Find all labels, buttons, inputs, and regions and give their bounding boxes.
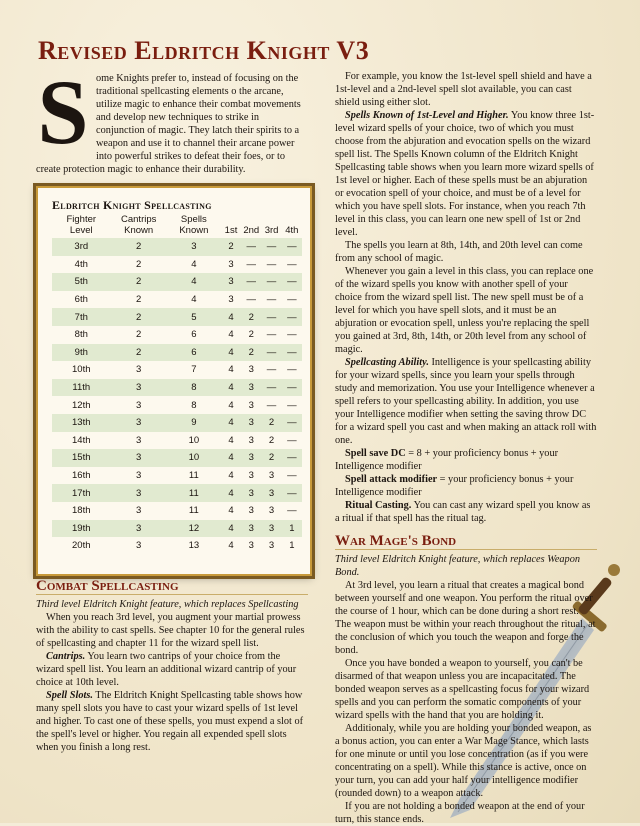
cell-slot-4th: — bbox=[287, 399, 297, 411]
cell-level: 19th bbox=[52, 520, 111, 538]
attack-mod-paragraph bbox=[335, 473, 597, 499]
cell-spells: 11 bbox=[167, 484, 221, 502]
table-row bbox=[52, 414, 302, 432]
cell-slot-3rd: — bbox=[266, 364, 277, 376]
table-title: Eldritch Knight Spellcasting bbox=[52, 198, 212, 212]
cell-slot-1st: 4 bbox=[221, 520, 241, 538]
bond-p3: Additionaly, while you are holding your bonded weapon, as a bonus action, you can enter a War Mage Stance, which lasts for one minute or until you lose concentration (as if you were concentrating on a spell). While this stance is active, once on your turn, you can add your half your intelligence modifier (rounded down) to a weapon attack. bbox=[335, 723, 592, 799]
table-row bbox=[52, 484, 302, 502]
cell-slot-1st: 3 bbox=[228, 294, 234, 306]
attack-mod-label: Spell attack modifier bbox=[345, 474, 438, 485]
right-column bbox=[335, 70, 597, 826]
cell-slot-1st: 4 bbox=[221, 414, 241, 432]
cell-slot-4th: — bbox=[287, 294, 297, 306]
cell-slot-3rd: — bbox=[261, 273, 281, 291]
header-2nd: 2nd bbox=[243, 225, 260, 236]
header-fighter-level bbox=[52, 214, 111, 238]
cell-slot-2nd: 3 bbox=[248, 399, 254, 411]
cell-slot-4th: — bbox=[282, 414, 302, 432]
combat-section bbox=[36, 580, 308, 754]
table-row bbox=[52, 291, 302, 309]
table-row bbox=[52, 520, 302, 538]
cell-level: 20th bbox=[72, 540, 91, 552]
table-row bbox=[52, 537, 302, 555]
cantrips-text: You learn two cantrips of your choice from the wizard spell list. You learn an additional wizard cantrip of your choice at 10th level. bbox=[36, 651, 297, 688]
cell-spells: 6 bbox=[167, 344, 221, 362]
cell-spells: 4 bbox=[167, 273, 221, 291]
cell-spells: 8 bbox=[191, 399, 197, 411]
example-paragraph: For example, you know the 1st-level spell shield and have a 1st-level and a 2nd-level spell slot available, you can cast shield using either slot. bbox=[335, 71, 592, 108]
cell-slot-4th: — bbox=[287, 470, 297, 482]
cell-slot-3rd: — bbox=[261, 238, 281, 256]
cell-slot-1st: 4 bbox=[221, 449, 241, 467]
cell-slot-1st: 4 bbox=[228, 364, 234, 376]
cell-slot-3rd: 2 bbox=[268, 434, 275, 446]
table-row bbox=[52, 449, 302, 467]
cell-cantrips: 2 bbox=[136, 258, 142, 270]
cell-slot-3rd: — bbox=[261, 379, 281, 397]
cell-cantrips: 3 bbox=[136, 364, 142, 376]
bond-p1: At 3rd level, you learn a ritual that creates a magical bond between yourself and one weapon. You perform the ritual over the course of 1 hour, which can be done during a short rest. The weapon must be within your reach throughout the ritual, at the conclusion of which you touch the weapon and forge the bond. bbox=[335, 580, 596, 656]
cell-level: 4th bbox=[74, 258, 88, 270]
header-line: Cantrips bbox=[121, 214, 157, 225]
table-row bbox=[52, 361, 302, 379]
cell-cantrips: 3 bbox=[136, 540, 142, 552]
combat-p1: When you reach 3rd level, you augment your martial prowess with the ability to cast spells. See chapter 10 for the general rules of spellcasting and chapter 11 for the wizard spell list. bbox=[36, 612, 305, 649]
cell-slot-2nd: — bbox=[246, 294, 257, 306]
cell-slot-2nd: 3 bbox=[248, 505, 254, 517]
cell-spells: 11 bbox=[188, 470, 199, 482]
bond-p4: If you are not holding a bonded weapon at the end of your turn, this stance ends. bbox=[335, 801, 585, 825]
cell-slot-4th: — bbox=[287, 258, 297, 270]
page-title: Revised Eldritch Knight V3 bbox=[38, 36, 370, 65]
table-row bbox=[52, 396, 302, 414]
save-dc-label: Spell save DC bbox=[345, 448, 406, 459]
cell-slot-3rd: — bbox=[266, 329, 277, 341]
cell-slot-4th: — bbox=[287, 505, 297, 517]
cell-level: 3rd bbox=[52, 238, 111, 256]
cell-level: 10th bbox=[72, 364, 91, 376]
table-row bbox=[52, 308, 302, 326]
cell-slot-4th: — bbox=[287, 329, 297, 341]
cell-spells: 7 bbox=[191, 364, 197, 376]
cell-slot-2nd: 3 bbox=[248, 470, 254, 482]
cell-slot-4th: — bbox=[282, 308, 302, 326]
drop-cap: S bbox=[37, 61, 89, 163]
ability-paragraph bbox=[335, 356, 597, 447]
cell-slot-1st: 4 bbox=[228, 329, 234, 341]
table-row bbox=[52, 273, 302, 291]
cell-level: 15th bbox=[52, 449, 111, 467]
cell-level: 5th bbox=[52, 273, 111, 291]
table-row bbox=[52, 467, 302, 485]
ritual-text: You can cast any wizard spell you know as a ritual if that spell has the ritual tag. bbox=[335, 500, 591, 524]
cell-cantrips: 2 bbox=[111, 238, 167, 256]
cell-slot-3rd: 2 bbox=[261, 449, 281, 467]
bond-p2: Once you have bonded a weapon to yourself, you can't be disarmed of that weapon unless you are incapacitated. The bonded weapon serves as a spellcasting focus for your wizard spells and you can perform the somatic components of your wizard spells with the hand that you are holding it. bbox=[335, 658, 590, 721]
cell-spells: 5 bbox=[167, 308, 221, 326]
cell-slot-3rd: 2 bbox=[261, 414, 281, 432]
cell-level: 9th bbox=[52, 344, 111, 362]
cell-spells: 3 bbox=[167, 238, 221, 256]
cell-slot-1st: 4 bbox=[221, 344, 241, 362]
cell-slot-3rd: — bbox=[266, 399, 277, 411]
spellcasting-table-card bbox=[36, 186, 312, 576]
cell-slot-3rd: — bbox=[266, 258, 277, 270]
intro-text: ome Knights prefer to, instead of focusing on the traditional spellcasting elements o the arcane, utilize magic to enhance their combat movements and develop new techniques to strike in conjunction of magic. They latch their spirits to a weapon and use it to channel their arcane power into powerful strikes to defeat their foes, or to create protection magic to enhance their durability. bbox=[36, 73, 301, 175]
cell-slot-1st: 4 bbox=[221, 484, 241, 502]
cell-spells: 11 bbox=[188, 505, 199, 517]
table-row bbox=[52, 502, 302, 520]
spellcasting-table bbox=[52, 214, 302, 555]
bond-subtitle: Third level Eldritch Knight feature, which replaces Weapon Bond. bbox=[335, 554, 580, 578]
header-1st: 1st bbox=[224, 225, 238, 236]
cell-level: 17th bbox=[52, 484, 111, 502]
cell-cantrips: 3 bbox=[111, 414, 167, 432]
table-row bbox=[52, 344, 302, 362]
cell-slot-2nd: 2 bbox=[241, 344, 261, 362]
spells-known-label: Spells Known of 1st-Level and Higher. bbox=[345, 110, 509, 121]
cell-slot-1st: 4 bbox=[228, 434, 234, 446]
slots-text: The Eldritch Knight Spellcasting table shows how many spell slots you have to cast your wizard spells of 1st level and higher. To cast one of these spells, you must expend a slot of the spell's level or higher. You regain all expended spell slots when you finish a long rest. bbox=[36, 690, 304, 753]
cell-spells: 12 bbox=[167, 520, 221, 538]
cell-cantrips: 3 bbox=[136, 470, 142, 482]
cell-cantrips: 2 bbox=[111, 344, 167, 362]
cell-slot-1st: 4 bbox=[228, 540, 234, 552]
table-row bbox=[52, 379, 302, 397]
table-body bbox=[52, 238, 302, 555]
cell-slot-1st: 2 bbox=[221, 238, 241, 256]
cell-cantrips: 2 bbox=[111, 273, 167, 291]
cantrips-paragraph bbox=[36, 650, 308, 689]
cell-slot-2nd: 3 bbox=[241, 520, 261, 538]
cell-slot-1st: 3 bbox=[221, 273, 241, 291]
save-dc-paragraph bbox=[335, 447, 597, 473]
cell-spells: 6 bbox=[191, 329, 197, 341]
combat-subtitle: Third level Eldritch Knight feature, which replaces Spellcasting bbox=[36, 599, 299, 610]
cell-spells: 10 bbox=[167, 449, 221, 467]
ritual-label: Ritual Casting. bbox=[345, 500, 412, 511]
replace-paragraph: Whenever you gain a level in this class, you can replace one of the wizard spells you know with another spell of your choice from the wizard spell list. The new spell must be of a level for which you have spell slots, and it must be an abjuration or evocation spell, unless you're replacing the spell you gained at 3rd, 8th, 14th, or 20th level from any school of magic. bbox=[335, 266, 594, 355]
cell-slot-1st: 3 bbox=[228, 258, 234, 270]
table-row bbox=[52, 256, 302, 274]
header-spells bbox=[167, 214, 221, 238]
cell-spells: 4 bbox=[191, 258, 197, 270]
cell-slot-3rd: 3 bbox=[268, 505, 275, 517]
cell-slot-2nd: 3 bbox=[248, 434, 254, 446]
cell-level: 12th bbox=[72, 399, 91, 411]
cell-slot-2nd: — bbox=[246, 258, 257, 270]
header-line: Level bbox=[69, 225, 93, 236]
cell-cantrips: 3 bbox=[111, 449, 167, 467]
ability-label: Spellcasting Ability. bbox=[345, 357, 429, 368]
cell-spells: 10 bbox=[188, 434, 200, 446]
cell-slot-4th: — bbox=[287, 434, 297, 446]
cantrips-label: Cantrips. bbox=[46, 651, 86, 662]
cell-slot-3rd: 3 bbox=[261, 520, 281, 538]
intro-section bbox=[36, 61, 308, 176]
cell-level: 8th bbox=[74, 329, 88, 341]
cell-spells: 9 bbox=[167, 414, 221, 432]
cell-slot-3rd: — bbox=[266, 294, 277, 306]
cell-slot-2nd: — bbox=[241, 273, 261, 291]
cell-level: 11th bbox=[52, 379, 111, 397]
save-dc-text: = 8 + your proficiency bonus + your Intelligence modifier bbox=[335, 448, 559, 472]
cell-cantrips: 2 bbox=[136, 329, 142, 341]
cell-cantrips: 3 bbox=[111, 379, 167, 397]
table-row bbox=[52, 238, 302, 256]
cell-slot-4th: — bbox=[282, 238, 302, 256]
cell-slot-4th: — bbox=[282, 484, 302, 502]
cell-slot-2nd: 2 bbox=[241, 308, 261, 326]
cell-slot-3rd: 3 bbox=[268, 470, 275, 482]
cell-level: 18th bbox=[72, 505, 91, 517]
cell-slot-4th: — bbox=[282, 379, 302, 397]
header-4th: 4th bbox=[285, 225, 299, 236]
cell-slot-1st: 4 bbox=[228, 505, 234, 517]
attack-mod-text: = your proficiency bonus + your Intelligence modifier bbox=[335, 474, 574, 498]
cell-slot-4th: — bbox=[282, 273, 302, 291]
cell-level: 13th bbox=[52, 414, 111, 432]
cell-slot-2nd: — bbox=[241, 238, 261, 256]
cell-slot-1st: 4 bbox=[228, 399, 234, 411]
header-line: Fighter bbox=[66, 214, 97, 225]
cell-slot-4th: — bbox=[287, 364, 297, 376]
spells-known-text: You know three 1st-level wizard spells of your choice, two of which you must choose from the abjuration and evocation spells on the wizard spell list. The Spells Known column of the Eldritch Knight Spellcasting table shows when you learn more wizard spells of 1st level or higher. Each of these spells must be an abjuration or evocation spell of your choice, and must be of a level for which you have spell slots. For instance, when you reach 7th level in this class, you can learn one new spell of 1st or 2nd level. bbox=[335, 110, 595, 238]
cell-cantrips: 3 bbox=[136, 434, 142, 446]
cell-slot-3rd: — bbox=[261, 344, 281, 362]
bond-heading: War Mage's Bond bbox=[335, 535, 597, 550]
header-line: Known bbox=[179, 225, 209, 236]
cell-slot-2nd: 3 bbox=[248, 364, 254, 376]
cell-slot-2nd: 3 bbox=[241, 414, 261, 432]
cell-slot-4th: 1 bbox=[282, 520, 302, 538]
ritual-paragraph bbox=[335, 499, 597, 525]
cell-slot-2nd: 3 bbox=[241, 484, 261, 502]
cell-slot-4th: 1 bbox=[289, 540, 295, 552]
table-row bbox=[52, 326, 302, 344]
cell-slot-1st: 4 bbox=[221, 308, 241, 326]
header-line: Known bbox=[124, 225, 154, 236]
cell-level: 6th bbox=[74, 294, 88, 306]
header-cantrips bbox=[111, 214, 167, 238]
slots-paragraph bbox=[36, 689, 308, 754]
header-3rd: 3rd bbox=[264, 225, 279, 236]
cell-slot-2nd: 3 bbox=[241, 449, 261, 467]
cell-slot-1st: 4 bbox=[228, 470, 234, 482]
any-school-paragraph: The spells you learn at 8th, 14th, and 20th level can come from any school of magic. bbox=[335, 240, 583, 264]
slots-label: Spell Slots. bbox=[46, 690, 93, 701]
ability-text: Intelligence is your spellcasting ability for your wizard spells, since you learn your spells through study and memorization. You use your Intelligence whenever a spell refers to your spellcasting ability. In addition, you use your Intelligence modifier when setting the saving throw DC for a wizard spell you cast and when making an attack roll with one. bbox=[335, 357, 597, 446]
cell-spells: 4 bbox=[191, 294, 197, 306]
cell-spells: 8 bbox=[167, 379, 221, 397]
cell-level: 7th bbox=[52, 308, 111, 326]
cell-slot-3rd: 3 bbox=[268, 540, 275, 552]
table-row bbox=[52, 432, 302, 450]
cell-cantrips: 3 bbox=[111, 520, 167, 538]
cell-slot-3rd: 3 bbox=[261, 484, 281, 502]
cell-cantrips: 3 bbox=[136, 505, 142, 517]
cell-slot-4th: — bbox=[282, 449, 302, 467]
cell-slot-2nd: 2 bbox=[248, 329, 254, 341]
cell-slot-2nd: 3 bbox=[248, 540, 254, 552]
cell-level: 16th bbox=[72, 470, 91, 482]
cell-cantrips: 3 bbox=[136, 399, 142, 411]
cell-slot-4th: — bbox=[282, 344, 302, 362]
cell-level: 14th bbox=[72, 434, 91, 446]
cell-cantrips: 2 bbox=[111, 308, 167, 326]
cell-slot-1st: 4 bbox=[221, 379, 241, 397]
cell-cantrips: 2 bbox=[136, 294, 142, 306]
cell-cantrips: 3 bbox=[111, 484, 167, 502]
combat-heading: Combat Spellcasting bbox=[36, 580, 308, 595]
cell-slot-2nd: 3 bbox=[241, 379, 261, 397]
cell-slot-3rd: — bbox=[261, 308, 281, 326]
cell-spells: 13 bbox=[188, 540, 200, 552]
header-line: Spells bbox=[180, 214, 207, 225]
spells-known-paragraph bbox=[335, 109, 597, 239]
